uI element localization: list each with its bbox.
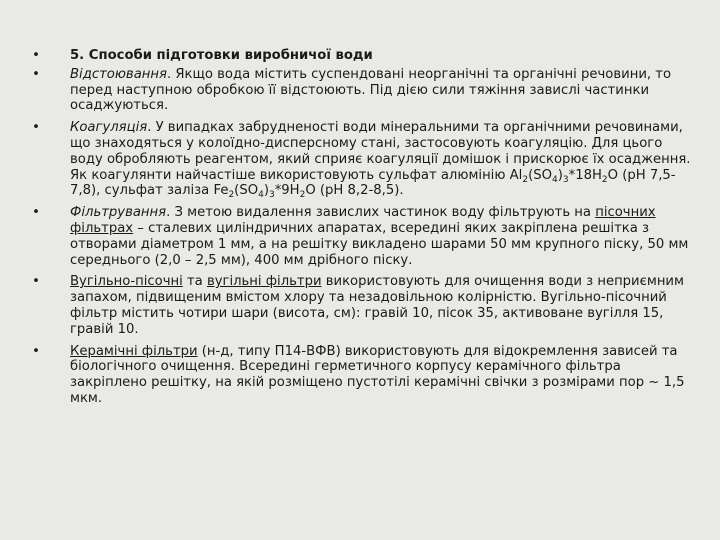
formula-part: *18H (568, 167, 602, 183)
list-item-ceramic-filters (30, 344, 698, 407)
settling-text: . Якщо вода містить суспендовані неорганічні та органічні речовини, то перед наступною обробкою її відстоюють. Під дією сили тяжіння завислі частинки осаджуються. (70, 66, 672, 114)
formula-part: O (pH 7,5-7,8), сульфат заліза Fe (70, 167, 676, 199)
bullet-icon: • (32, 120, 40, 136)
bullet-icon: • (32, 48, 40, 63)
formula-part: O (pH 8,2-8,5). (305, 183, 404, 199)
bullet-icon: • (32, 66, 40, 82)
ceramic-text: (н-д, типу П14-ВФВ) використовують для відокремлення зависей та біологічного очищення. Всередині герметичного корпусу керамічного фільтра закріплено решітку, на якій розміщено пустотілі керамічні свічки з розмірами пор ~ 1,5 мкм. (70, 343, 685, 406)
list-item-coagulation (30, 120, 698, 199)
carbon-sand-filters-link[interactable]: Вугільно-пісочні (70, 274, 183, 290)
carbon-text-cont: використовують для очищення води з неприємним запахом, підвищеним вмістом хлору та незадовільною колірністю. Вугільно-пісочний фільтр містить чотири шари (висота, см): гравій 10, пісок 35, активоване вугілля 15, гравій 10. (70, 274, 684, 337)
carbon-filters-link[interactable]: вугільні фільтри (206, 274, 322, 290)
formula-subscript: 2 (299, 190, 306, 201)
filtration-text-cont: – сталевих циліндричних апаратах, всередині яких закріплена решітка з отворами діаметром 1 мм, а на решітку викладено шарами 50 мм крупного піску, 50 мм середнього (2,0 – 2,5 мм), 400 мм дрібного піску. (70, 220, 689, 268)
sand-filters-link[interactable]: пісочних фільтрах (70, 205, 656, 236)
formula-part: ) (557, 167, 563, 183)
coagulation-text: . У випадках забрудненості води мінеральними та органічними речовинами, що знаходяться у колоїдно-дисперсному стані, застосовують коагуляцію. Для цього воду обробляють реагентом, який сприяє коагуляції домішок і прискорює їх осадження. Як коагулянти найчастіше використовують сульфат алюмінію Al (70, 120, 691, 183)
bullet-list (30, 48, 698, 407)
formula-subscript: 3 (268, 190, 275, 201)
carbon-text: та (182, 274, 207, 290)
formula-part: (SO (234, 183, 259, 199)
term-coagulation: Коагуляція (70, 120, 148, 136)
formula-part: *9H (274, 183, 300, 199)
list-item-carbon-filters (30, 274, 698, 337)
formula-subscript: 2 (601, 174, 608, 185)
formula-part: (SO (528, 167, 552, 183)
formula-subscript: 2 (522, 174, 529, 185)
bullet-icon: • (32, 274, 40, 290)
list-item-settling (30, 67, 698, 114)
bullet-icon: • (32, 343, 40, 359)
list-item-filtration (30, 205, 698, 268)
ceramic-filters-link[interactable]: Керамічні фільтри (70, 343, 198, 359)
formula-part: ) (263, 183, 269, 199)
formula-subscript: 4 (551, 174, 558, 185)
filtration-text: . З метою видалення завислих частинок воду фільтрують на (166, 205, 596, 221)
term-settling: Відстоювання (70, 66, 167, 82)
section-heading: 5. Способи підготовки виробничої води (70, 48, 373, 63)
list-item-heading (30, 48, 698, 64)
formula-subscript: 4 (258, 190, 264, 201)
formula-subscript: 3 (562, 174, 569, 185)
term-filtration: Фільтрування (70, 205, 167, 221)
bullet-icon: • (32, 205, 40, 221)
formula-subscript: 2 (228, 190, 235, 201)
